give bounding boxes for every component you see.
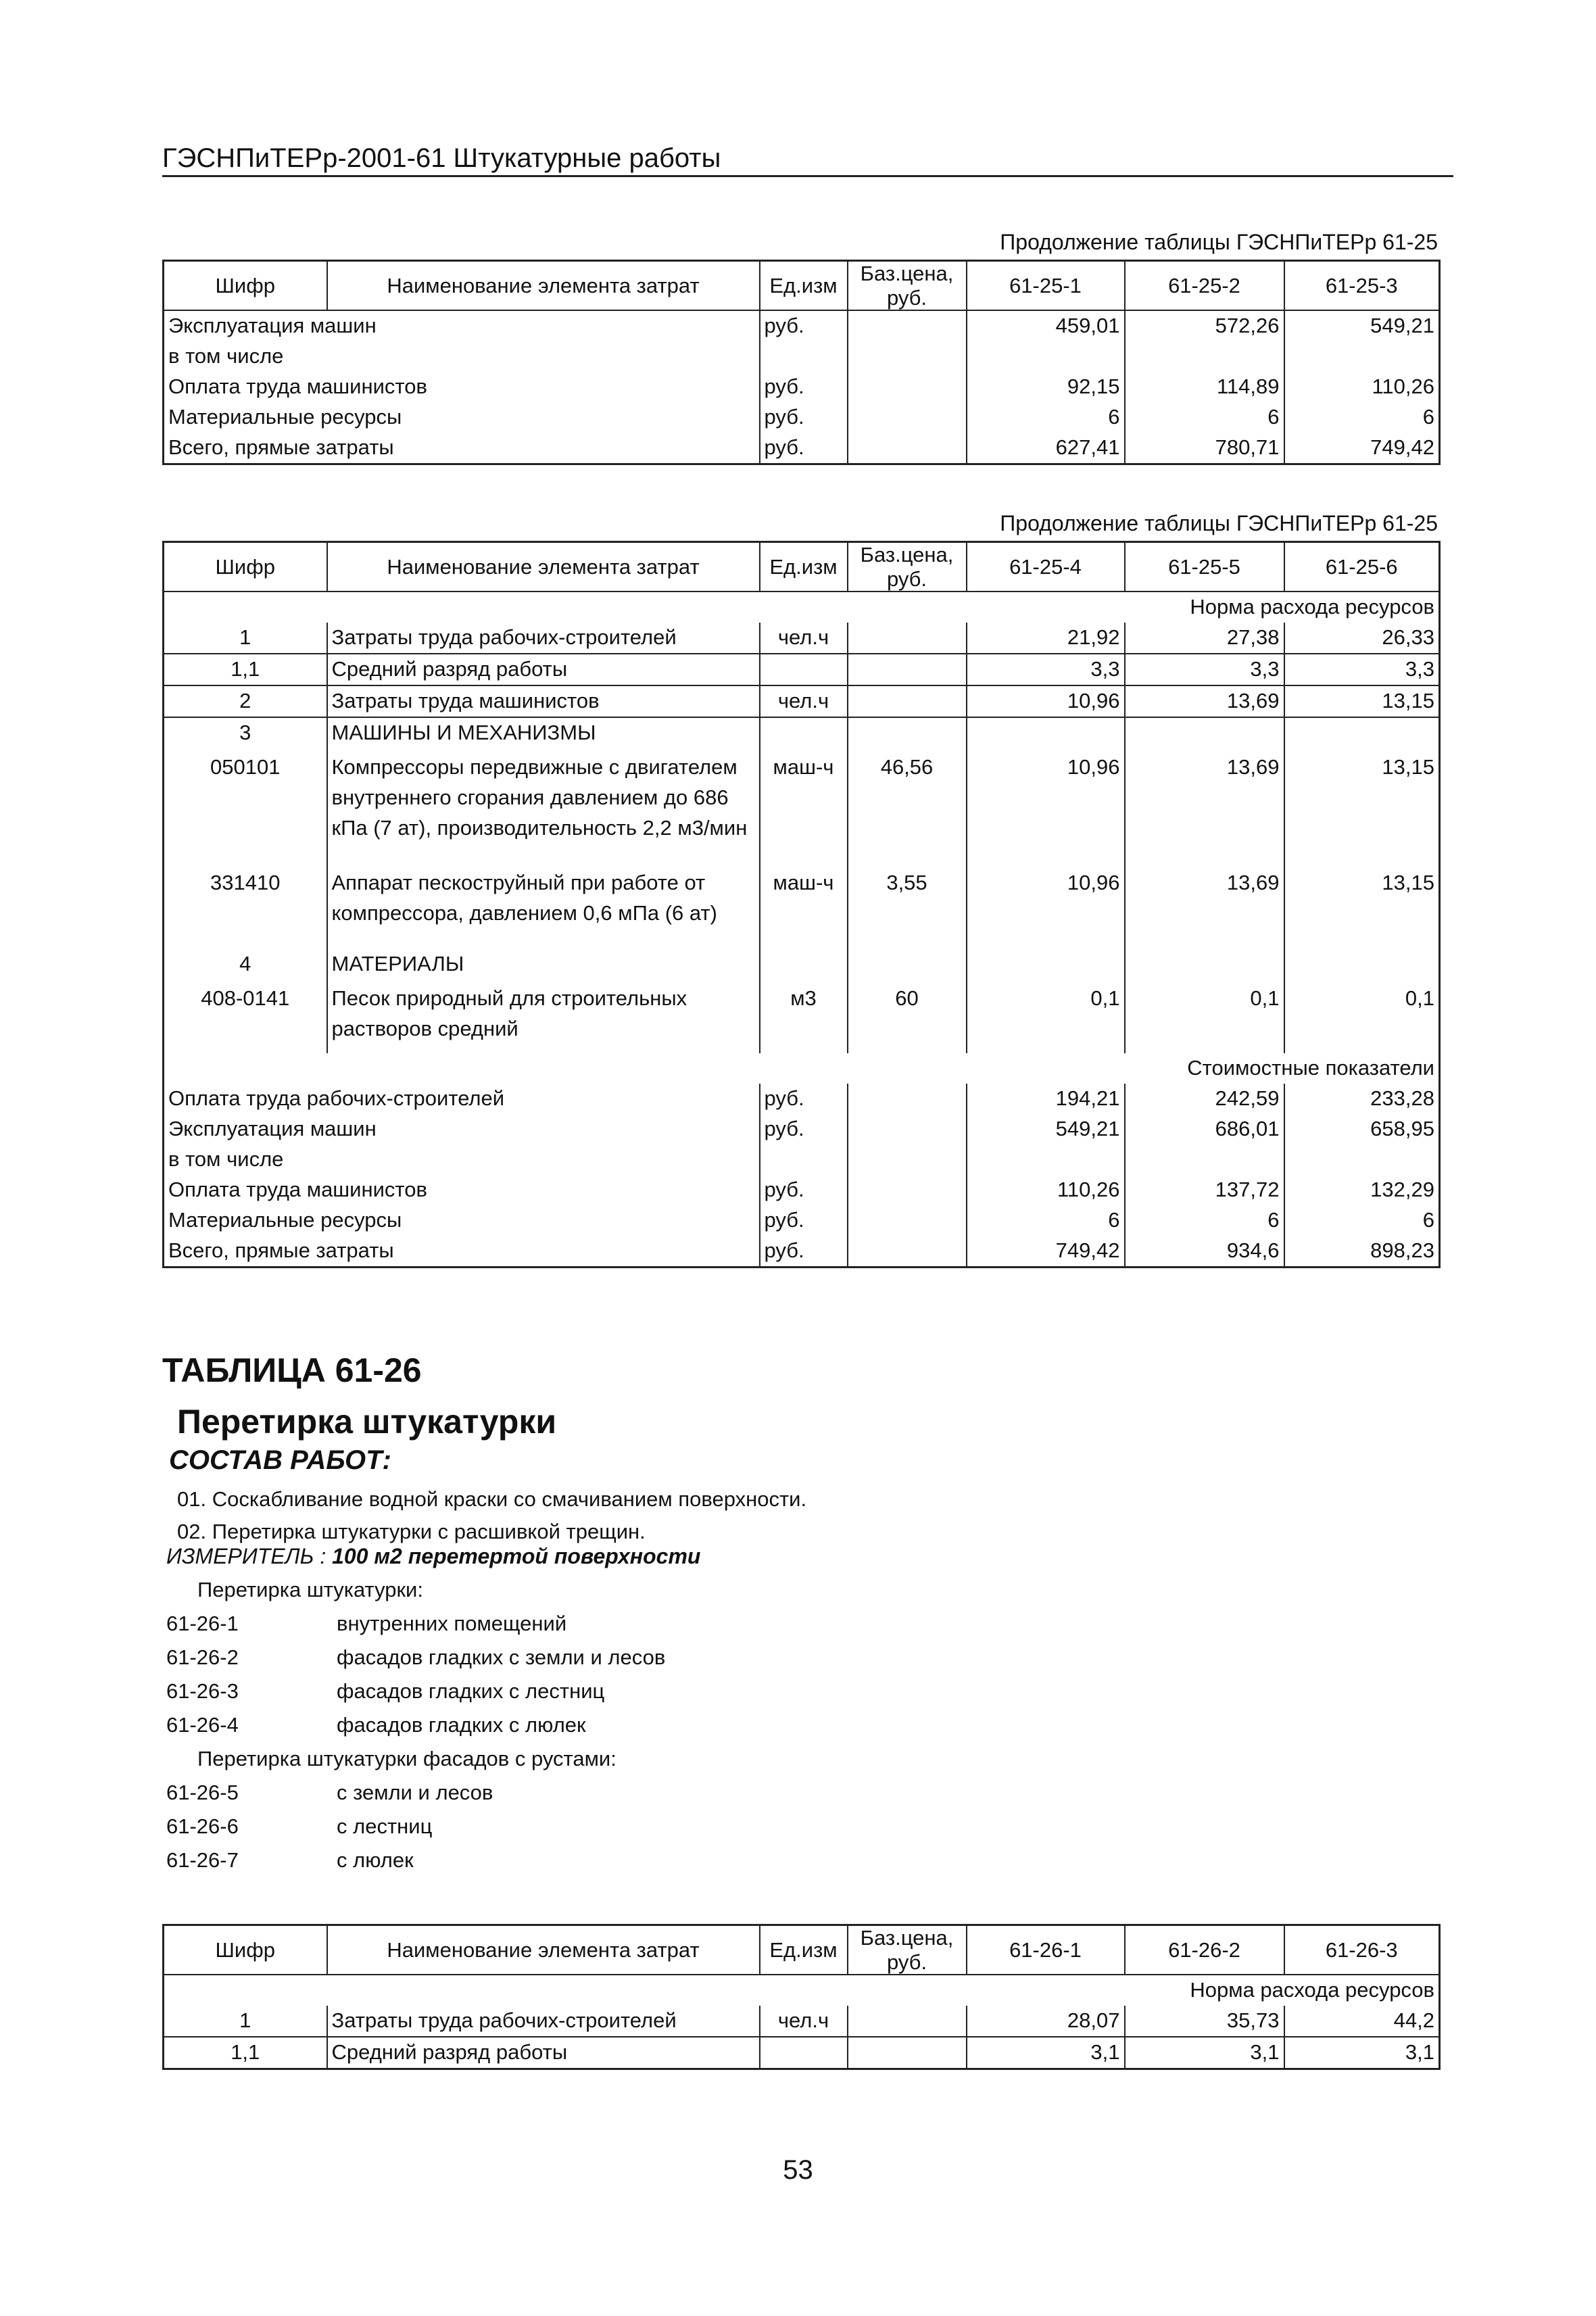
table1-header-row [164, 261, 1440, 311]
section-subtitle: Перетирка штукатурки [177, 1403, 557, 1441]
table-row [164, 685, 1440, 717]
value-cell: 3,1 [1284, 2037, 1440, 2069]
code-description: фасадов гладких с лестниц [337, 1679, 605, 1703]
unit-cell: руб. [760, 433, 848, 464]
code-item [166, 1679, 665, 1713]
table2-header-row [164, 542, 1440, 592]
col-header: 61-26-3 [1284, 1925, 1440, 1975]
code-description: фасадов гладких с земли и лесов [337, 1645, 666, 1669]
price-cell [848, 341, 967, 372]
code-number: 61-26-7 [166, 1848, 239, 1872]
code-description: с люлек [337, 1848, 414, 1872]
value-cell: 686,01 [1125, 1114, 1284, 1144]
value-cell: 13,69 [1125, 864, 1284, 949]
value-cell: 6 [1422, 405, 1434, 429]
value-cell: 934,6 [1125, 1236, 1284, 1267]
code-number: 61-26-6 [166, 1814, 239, 1838]
name-cell: Средний разряд работы [327, 2037, 760, 2069]
value-cell: 549,21 [967, 1114, 1125, 1144]
codes-list-1 [166, 1612, 665, 1747]
price-cell [848, 1144, 967, 1175]
col-header: 61-25-4 [967, 542, 1125, 592]
table1 [162, 260, 1441, 465]
table-row [164, 1236, 1440, 1267]
name-cell: Затраты труда рабочих-строителей [327, 2006, 760, 2037]
unit-cell: руб. [760, 402, 848, 433]
unit-cell: чел.ч [760, 685, 848, 717]
value-cell [967, 949, 1125, 980]
value-cell: 132,29 [1370, 1178, 1434, 1202]
cost-name: Оплата труда машинистов [168, 1178, 427, 1202]
work-item: 02. Перетирка штукатурки с расшивкой трещин. [177, 1520, 646, 1543]
col-header: 61-25-6 [1284, 542, 1440, 592]
col-header: Наименование элемента затрат [327, 1925, 760, 1975]
value-cell: 572,26 [1125, 310, 1284, 341]
col-header: 61-26-1 [967, 1925, 1125, 1975]
table-row [164, 623, 1440, 654]
value-cell: 898,23 [1370, 1238, 1434, 1263]
price-cell [848, 949, 967, 980]
table1-caption: Продолжение таблицы ГЭСНПиТЕРр 61-25 [1000, 230, 1438, 254]
table-row [164, 310, 1440, 341]
value-cell [1284, 341, 1440, 372]
col-header: Баз.цена, руб. [848, 542, 967, 592]
works-list [177, 1483, 806, 1548]
group-title: Перетирка штукатурки: [197, 1578, 423, 1601]
unit-cell [760, 717, 848, 748]
name-cell: Песок природный для строительных растворов средний [327, 980, 760, 1054]
code-cell: 1,1 [164, 2037, 327, 2069]
cost-name: Оплата труда машинистов [168, 375, 427, 399]
code-item [166, 1612, 665, 1645]
unit-cell [760, 2037, 848, 2069]
table-row [164, 654, 1440, 685]
col-header: Шифр [164, 1925, 327, 1975]
value-cell: 28,07 [967, 2006, 1125, 2037]
price-cell [848, 717, 967, 748]
value-cell [1125, 1144, 1284, 1175]
code-cell: 331410 [210, 870, 281, 894]
unit-cell [760, 1144, 848, 1175]
table3-header-row [164, 1925, 1440, 1975]
value-cell: 13,69 [1125, 748, 1284, 864]
value-cell: 27,38 [1125, 623, 1284, 654]
value-cell: 110,26 [1372, 375, 1434, 399]
unit-cell: руб. [760, 1236, 848, 1267]
sostav-heading: СОСТАВ РАБОТ: [169, 1445, 391, 1475]
value-cell: 0,1 [967, 980, 1125, 1054]
table-row [164, 1175, 1440, 1205]
value-cell: 233,28 [1370, 1086, 1434, 1111]
value-cell: 3,3 [1125, 654, 1284, 685]
value-cell: 110,26 [967, 1175, 1125, 1205]
value-cell [967, 341, 1125, 372]
value-cell: 6 [1422, 1208, 1434, 1232]
price-cell [848, 623, 967, 654]
value-cell: 26,33 [1284, 623, 1440, 654]
value-cell: 3,3 [967, 654, 1125, 685]
cost-name: в том числе [168, 344, 284, 368]
col-header: 61-25-1 [967, 261, 1125, 311]
value-cell: 549,21 [1284, 310, 1440, 341]
value-cell: 10,96 [967, 685, 1125, 717]
value-cell: 658,95 [1370, 1117, 1434, 1141]
codes-list-2 [166, 1781, 493, 1882]
code-cell: 2 [164, 685, 327, 717]
cost-name: Эксплуатация машин [168, 1117, 377, 1141]
value-cell: 13,15 [1382, 754, 1434, 779]
unit-cell [760, 341, 848, 372]
unit-cell: м3 [760, 980, 848, 1054]
code-cell: 050101 [210, 754, 281, 779]
code-cell: 3 [239, 721, 251, 745]
col-header: Ед.изм [760, 542, 848, 592]
value-cell: 13,69 [1125, 685, 1284, 717]
price-cell [848, 1114, 967, 1144]
value-cell: 10,96 [967, 748, 1125, 864]
name-cell: Затраты труда рабочих-строителей [327, 623, 760, 654]
code-item [166, 1645, 665, 1679]
price-cell [848, 433, 967, 464]
unit-cell [760, 654, 848, 685]
name-cell: Средний разряд работы [327, 654, 760, 685]
price-cell: 60 [848, 980, 967, 1054]
table2-caption: Продолжение таблицы ГЭСНПиТЕРр 61-25 [1000, 511, 1438, 535]
value-cell: 92,15 [967, 372, 1125, 402]
value-cell: 137,72 [1125, 1175, 1284, 1205]
page-number: 53 [783, 2155, 813, 2185]
table-row [164, 341, 1440, 372]
unit-cell: чел.ч [760, 623, 848, 654]
price-cell [848, 685, 967, 717]
table-row [164, 433, 1440, 464]
value-cell: 35,73 [1125, 2006, 1284, 2037]
table-row [164, 980, 1440, 1054]
unit-cell: руб. [760, 1114, 848, 1144]
price-cell [848, 2006, 967, 2037]
page-header: ГЭСНПиТЕРр-2001-61 Штукатурные работы [162, 143, 1453, 177]
price-cell [848, 1175, 967, 1205]
col-header: Шифр [164, 542, 327, 592]
code-cell: 4 [239, 951, 251, 975]
col-header: 61-25-2 [1125, 261, 1284, 311]
value-cell: 6 [967, 1205, 1125, 1236]
value-cell: 194,21 [967, 1084, 1125, 1114]
value-cell: 13,15 [1284, 685, 1440, 717]
unit-cell: руб. [760, 1084, 848, 1114]
value-cell: 0,1 [1405, 986, 1434, 1010]
col-header: Баз.цена, руб. [848, 261, 967, 311]
code-item [166, 1713, 665, 1747]
unit-cell [760, 949, 848, 980]
code-description: внутренних помещений [337, 1612, 567, 1635]
value-cell: 459,01 [967, 310, 1125, 341]
table-row [164, 1205, 1440, 1236]
table-row [164, 1114, 1440, 1144]
value-cell [1284, 949, 1440, 980]
name-cell: Компрессоры передвижные с двигателем внутреннего сгорания давлением до 686 кПа (7 ат), производительность 2,2 м3/мин [327, 748, 760, 864]
value-cell [967, 1144, 1125, 1175]
code-item [166, 1781, 493, 1814]
cost-name: Всего, прямые затраты [168, 1238, 394, 1263]
unit-cell: маш-ч [760, 748, 848, 864]
name-cell: МАШИНЫ И МЕХАНИЗМЫ [327, 717, 760, 748]
unit-cell: маш-ч [760, 864, 848, 949]
value-cell [1125, 949, 1284, 980]
table-row [164, 372, 1440, 402]
norm-label: Норма расхода ресурсов [1190, 1978, 1434, 2002]
code-number: 61-26-5 [166, 1781, 239, 1804]
code-number: 61-26-4 [166, 1713, 239, 1737]
price-cell [848, 310, 967, 341]
price-cell [848, 654, 967, 685]
value-cell: 6 [1125, 1205, 1284, 1236]
name-cell: Затраты труда машинистов [327, 685, 760, 717]
code-number: 61-26-3 [166, 1679, 239, 1703]
table-title: ТАБЛИЦА 61-26 [162, 1351, 422, 1389]
code-description: с земли и лесов [337, 1781, 493, 1804]
measure-label: ИЗМЕРИТЕЛЬ : [166, 1544, 327, 1568]
unit-cell: руб. [760, 1205, 848, 1236]
col-header: 61-25-3 [1284, 261, 1440, 311]
value-cell: 21,92 [967, 623, 1125, 654]
value-cell: 780,71 [1125, 433, 1284, 464]
cost-label-row [164, 1053, 1440, 1084]
col-header: 61-25-5 [1125, 542, 1284, 592]
code-number: 61-26-2 [166, 1645, 239, 1669]
price-cell: 46,56 [848, 748, 967, 864]
table-row [164, 2006, 1440, 2037]
norm-label-row [164, 1975, 1440, 2006]
table2 [162, 541, 1441, 1268]
value-cell [967, 717, 1125, 748]
col-header: Ед.изм [760, 261, 848, 311]
value-cell: 114,89 [1125, 372, 1284, 402]
code-description: фасадов гладких с люлек [337, 1713, 586, 1737]
price-cell [848, 372, 967, 402]
col-header: Ед.изм [760, 1925, 848, 1975]
price-cell: 3,55 [848, 864, 967, 949]
cost-name: Материальные ресурсы [168, 405, 402, 429]
table-row [164, 402, 1440, 433]
unit-cell: руб. [760, 372, 848, 402]
cost-name: Всего, прямые затраты [168, 435, 394, 460]
norm-label-row [164, 592, 1440, 623]
value-cell: 627,41 [967, 433, 1125, 464]
unit-cell: чел.ч [760, 2006, 848, 2037]
code-cell: 408-0141 [201, 986, 290, 1010]
name-cell: МАТЕРИАЛЫ [327, 949, 760, 980]
cost-name: в том числе [168, 1147, 284, 1172]
code-description: с лестниц [337, 1814, 433, 1838]
value-cell: 10,96 [967, 864, 1125, 949]
table-row [164, 949, 1440, 980]
code-cell: 1 [164, 623, 327, 654]
code-cell: 1 [164, 2006, 327, 2037]
value-cell [1284, 1144, 1440, 1175]
cost-name: Оплата труда рабочих-строителей [168, 1086, 505, 1111]
value-cell: 6 [1125, 402, 1284, 433]
price-cell [848, 2037, 967, 2069]
unit-cell: руб. [760, 1175, 848, 1205]
value-cell [1125, 341, 1284, 372]
code-cell: 1,1 [164, 654, 327, 685]
name-cell: Аппарат пескоструйный при работе от компрессора, давлением 0,6 мПа (6 ат) [327, 864, 760, 949]
group-title: Перетирка штукатурки фасадов с рустами: [197, 1747, 616, 1770]
value-cell: 749,42 [1370, 435, 1434, 460]
measure-line [166, 1544, 700, 1569]
value-cell: 3,1 [1125, 2037, 1284, 2069]
price-cell [848, 1236, 967, 1267]
table-row [164, 1084, 1440, 1114]
cost-label: Стоимостные показатели [1187, 1056, 1434, 1080]
table-row [164, 2037, 1440, 2069]
value-cell [1125, 717, 1284, 748]
col-header: Наименование элемента затрат [327, 542, 760, 592]
cost-name: Эксплуатация машин [164, 310, 760, 341]
col-header: Шифр [164, 261, 327, 311]
table-row [164, 864, 1440, 949]
price-cell [848, 1205, 967, 1236]
value-cell: 6 [967, 402, 1125, 433]
code-item [166, 1814, 493, 1848]
price-cell [848, 1084, 967, 1114]
value-cell: 44,2 [1284, 2006, 1440, 2037]
table3 [162, 1924, 1441, 2070]
value-cell [1284, 717, 1440, 748]
table-row [164, 717, 1440, 748]
col-header: 61-26-2 [1125, 1925, 1284, 1975]
col-header: Баз.цена, руб. [848, 1925, 967, 1975]
value-cell: 3,3 [1284, 654, 1440, 685]
measure-value: 100 м2 перетертой поверхности [332, 1544, 701, 1568]
value-cell: 13,15 [1382, 870, 1434, 894]
value-cell: 242,59 [1125, 1084, 1284, 1114]
work-item: 01. Соскабливание водной краски со смачиванием поверхности. [177, 1487, 807, 1511]
price-cell [848, 402, 967, 433]
table-row [164, 748, 1440, 864]
code-number: 61-26-1 [166, 1612, 239, 1635]
value-cell: 0,1 [1125, 980, 1284, 1054]
code-item [166, 1848, 493, 1882]
value-cell: 749,42 [967, 1236, 1125, 1267]
value-cell: 3,1 [967, 2037, 1125, 2069]
unit-cell: руб. [760, 310, 848, 341]
norm-label: Норма расхода ресурсов [1190, 595, 1434, 619]
table-row [164, 1144, 1440, 1175]
col-header: Наименование элемента затрат [327, 261, 760, 311]
cost-name: Материальные ресурсы [168, 1208, 402, 1232]
